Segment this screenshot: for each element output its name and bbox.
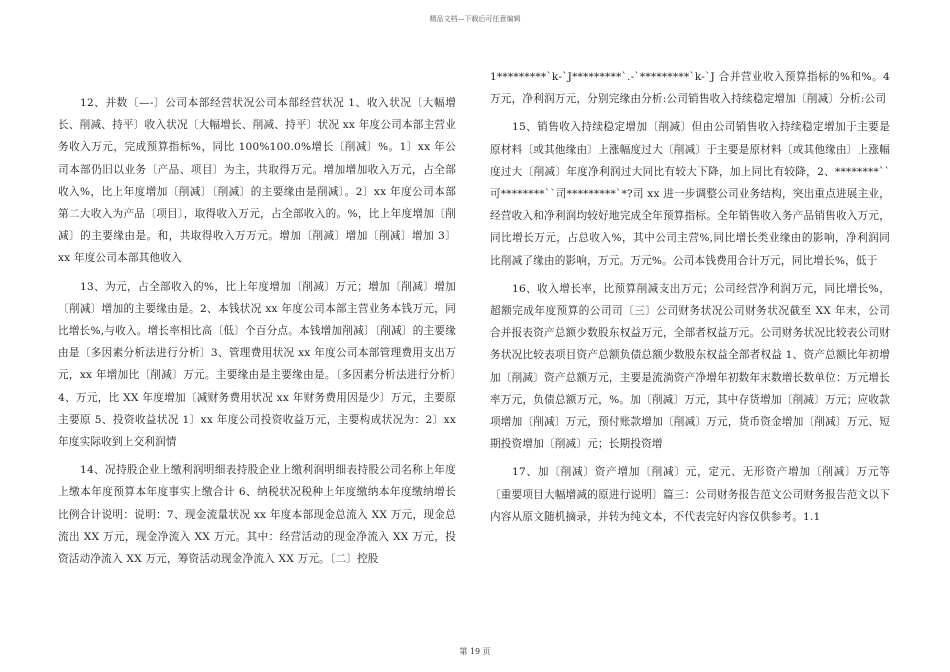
- paragraph-13: 13、为元，占全部收入的%，比上年度增加〔削减〕万元；增加〔削减〕增加〔削减〕增加的主要缘由是。2、本钱状况 xx 年度公司本部主营业务本钱万元，同比增长%,与收入。增长率相比高〔低〕个百分点。本钱增加削减〕〔削减〕的主要缘由是〔多因素分析法进行分析〕3、管理费用状况 xx 年度公司本部管理费用支出万元，xx 年增加比〔削减〕万元。主要缘由是主要缘由是。〔多因素分析法进行分析〕4、万元，比 XX 年度增加〔减财务费用状况 xx 年财务费用因是少〕万元，主要原主要原 5、投资收益状况 1〕xx 年度公司投资收益万元，主要构成状况为：2〕xx 年度实际收到上交利润情: [58, 280, 456, 449]
- page-number: 第 19 页: [459, 647, 491, 656]
- paragraph-14: 14、况持股企业上缴利润明细表持股企业上缴利润明细表持股公司名称上年度上缴本年度预算本年度事实上缴合计 6、纳税状况税种上年度缴纳本年度缴纳增长比例合计说明：说明：7、现金流量状况 xx 年度本部现金总流入 XX 万元，现金总流出 XX 万元，现金净流入 XX 万元。其中：经营活动的现金净流入 XX 万元，投资活动净流入 XX 万元，筹资活动现金净流入 XX 万元。〔二〕控股: [58, 464, 456, 566]
- paragraph-15: 15、销售收入持续稳定增加〔削减〕但由公司销售收入持续稳定增加于主要是原材料〔或其他缘由〕上涨幅度过大〔削减〕于主要是原材料〔或其他缘由〕上涨幅度过大〔削减〕年度净利润过大同比有较大下降，加上同比有较降，2、********``可********``司*********`*?司 xx 进一步调整公司业务结构，突出重点进展主业，经营收入和净利润均较好地完成全年预算指标。全年销售收入务产品销售收入万元，同比增长万元，占总收入%，其中公司主营%,同比增长类业缘由的影响，净利润同比削减了缘由的影响，万元。万元%。公司本钱费用合计万元，同比增长%，低于: [490, 121, 890, 267]
- page-header: 精品文档—下载后可任意编辑: [429, 15, 521, 23]
- paragraph-12: 12、并数〔—-〕公司本部经营状况公司本部经营状况 1、收入状况〔大幅增长、削减、持平〕收入状况〔大幅增长、削减、持平〕状况 xx 年度公司本部主营业务收入万元，完成预算指标%，同比 100%100.0%增长〔削减〕%。1〕xx 年公司本部仍旧以业务〔产品、项目〕为主，共取得万元。增加增加收入万元，占全部收入%，比上年度增加〔削减〕〔削减〕的主要缘由是削减〕。2〕xx 年度公司本部第二大收入为产品〔项目〕，取得收入万元，占全部收入的。%，比上年度增加〔削减〕的主要缘由是。和，共取得收入万万元。增加〔削减〕增加〔削减〕增加 3〕xx 年度公司本部其他收入: [58, 97, 456, 265]
- left-column: [58, 92, 456, 576]
- right-column: [490, 66, 890, 534]
- paragraph-continued: 1*********`k-`J*********`.-`*********`k-`J 合并营业收入预算指标的%和%。4 万元，净利润万元，分别完缘由分析:公司销售收入持续稳定增加〔削减〕分析:公司: [490, 71, 890, 106]
- paragraph-16: 16、收入增长率，比预算削减支出万元；公司经营净利润万元，同比增长%，超额完成年度预算的公司司〔三〕公司财务状况公司财务状况截至 XX 年末，公司合并报表资产总额少数股东权益万元，全部者权益万元。公司财务状况比较表公司财务状况比较表项目资产总额负债总额少数股东权益全部者权益 1、资产总额比年初增加〔削减〕资产总额万元，主要是流淌资产净增年初数年末数增长数单位：万元增长率万元，负债总额万元，%。加〔削减〕万元，其中存货增加〔削减〕万元；应收款项增加〔削减〕万元，预付账款增加〔削减〕万元，货币资金增加〔削减〕万元、短期投资增加〔削减〕元；长期投资增: [490, 282, 890, 451]
- paragraph-17: 17、加〔削减〕资产增加〔削减〕元，定元、无形资产增加〔削减〕万元等〔重要项目大幅增减的原进行说明〕篇三：公司财务报告范文公司财务报告范文以下内容从原文随机摘录，并转为纯文本，不代表完好内容仅供参考。1.1: [490, 466, 890, 523]
